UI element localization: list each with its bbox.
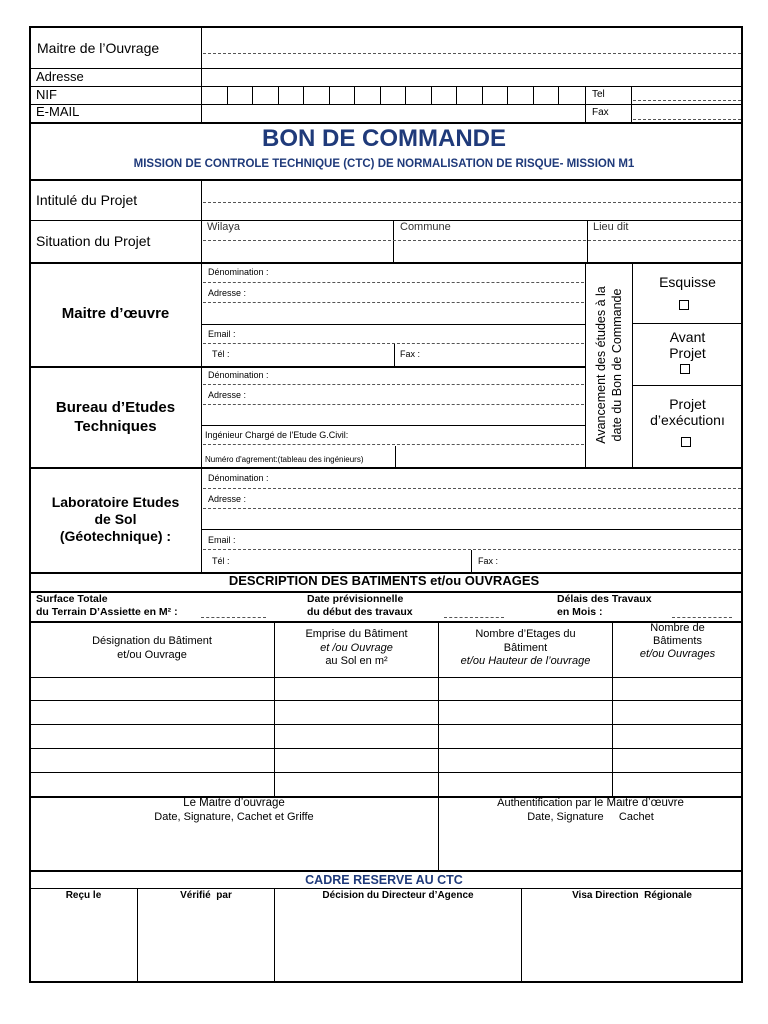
avancement-label — [586, 263, 632, 467]
bet-denomination-field[interactable] — [203, 384, 584, 385]
bet-title-1: Bureau d’Etudes — [55, 399, 176, 416]
labo-adresse-label: Adresse : — [208, 494, 247, 504]
divider — [30, 366, 586, 368]
col-emprise-2: et /ou Ouvrage — [320, 642, 393, 654]
delais-field[interactable] — [672, 617, 732, 618]
date-label-2: du début des travaux — [307, 606, 413, 618]
divider — [274, 889, 275, 982]
bet-denomination-label: Dénomination : — [208, 370, 269, 380]
signature-right-title — [439, 797, 742, 810]
signature-right-prefix: Authentification par — [497, 797, 595, 809]
table-row — [30, 748, 742, 749]
date-label-1: Date prévisionnelle — [307, 593, 404, 605]
nif-digit-box[interactable] — [559, 87, 585, 104]
divider — [30, 122, 742, 124]
maitre-ouvrage-field[interactable] — [203, 53, 741, 54]
tel-label: Tel — [592, 89, 605, 100]
projet-execution-label-2: d’exécutionı — [650, 412, 725, 428]
bet-ingenieur-label: Ingénieur Chargé de l'Etude G.Civil: — [205, 430, 349, 440]
moe-tel-label: Tél : — [212, 349, 230, 359]
wilaya-label: Wilaya — [207, 221, 241, 233]
divider — [201, 180, 202, 262]
moe-adresse-field[interactable] — [203, 302, 584, 303]
nif-digit-box[interactable] — [508, 87, 534, 104]
bet-agrement-label: Numéro d'agrement:(tableau des ingénieurs) — [205, 455, 364, 464]
divider — [202, 425, 585, 426]
nif-digit-box[interactable] — [483, 87, 509, 104]
nif-digit-box[interactable] — [330, 87, 356, 104]
col-etages-1: Nombre d’Etages du — [475, 628, 576, 640]
nif-digit-box[interactable] — [253, 87, 279, 104]
labo-denomination-label: Dénomination : — [208, 473, 269, 483]
divider — [394, 344, 395, 366]
table-row — [30, 772, 742, 773]
col-etages-2: Bâtiment — [503, 642, 548, 654]
ctc-decision-label: Décision du Directeur d’Agence — [322, 890, 474, 901]
divider — [201, 27, 202, 123]
labo-denomination-field[interactable] — [203, 488, 741, 489]
bet-adresse-field[interactable] — [203, 404, 584, 405]
bet-title-2: Techniques — [74, 418, 157, 435]
divider — [632, 263, 633, 467]
situation-projet-label: Situation du Projet — [36, 233, 151, 249]
divider — [30, 220, 742, 221]
col-designation-1: Désignation du Bâtiment — [92, 635, 212, 647]
description-title: DESCRIPTION DES BATIMENTS et/ou OUVRAGES — [228, 573, 540, 588]
document-subtitle: MISSION DE CONTROLE TECHNIQUE (CTC) DE NORMALISATION DE RISQUE- MISSION M1 — [133, 158, 635, 170]
avancement-label-line-1: Avancement des études à la — [594, 286, 608, 444]
labo-fax-label: Fax : — [478, 556, 499, 566]
divider — [30, 870, 742, 872]
moe-denomination-field[interactable] — [203, 282, 584, 283]
avant-projet-label-2: Projet — [669, 345, 706, 361]
nif-digit-box[interactable] — [381, 87, 407, 104]
lieu-dit-label: Lieu dit — [593, 221, 629, 233]
divider — [587, 220, 588, 262]
delais-label-2: en Mois : — [557, 606, 603, 618]
signature-right-maitre: le Maitre d’œuvre — [594, 797, 684, 809]
situation-field[interactable] — [203, 240, 741, 241]
intitule-projet-field[interactable] — [203, 202, 741, 203]
commune-label: Commune — [400, 221, 451, 233]
divider — [30, 179, 742, 181]
divider — [521, 889, 522, 982]
col-nombre-2: Bâtiments — [653, 635, 702, 647]
nif-digit-box[interactable] — [202, 87, 228, 104]
nif-digit-box[interactable] — [304, 87, 330, 104]
moe-adresse-label: Adresse : — [208, 288, 247, 298]
col-nombre-1: Nombre de — [650, 622, 705, 634]
nif-label: NIF — [36, 87, 57, 102]
nif-digit-box[interactable] — [355, 87, 381, 104]
labo-tel-label: Tél : — [212, 556, 230, 566]
avant-projet-checkbox[interactable] — [680, 364, 690, 374]
nif-digit-box[interactable] — [406, 87, 432, 104]
divider — [30, 262, 742, 264]
divider — [137, 889, 138, 982]
divider — [201, 263, 202, 572]
divider — [30, 467, 742, 469]
surface-label-1: Surface Totale — [36, 593, 108, 605]
divider — [633, 385, 742, 386]
email-label: E-MAIL — [36, 104, 80, 119]
surface-field[interactable] — [201, 617, 266, 618]
col-designation-2: et/ou Ouvrage — [117, 649, 187, 661]
divider — [631, 87, 632, 122]
divider — [471, 550, 472, 572]
projet-execution-label-1: Projet — [669, 396, 706, 412]
divider — [395, 446, 396, 467]
document-title: BON DE COMMANDE — [262, 125, 506, 152]
col-nombre-3: et/ou Ouvrages — [639, 648, 716, 660]
signature-left-title: Le Maitre d’ouvrage — [183, 797, 285, 809]
divider — [393, 220, 394, 262]
labo-title-2: de Sol — [94, 511, 137, 527]
divider — [30, 104, 742, 105]
bet-ingenieur-field[interactable] — [203, 444, 584, 445]
nif-digit-box[interactable] — [432, 87, 458, 104]
labo-title-3: (Géotechnique) : — [59, 528, 172, 544]
moe-fax-label: Fax : — [400, 349, 421, 359]
fax-field[interactable] — [633, 119, 741, 120]
surface-label-2: du Terrain D’Assiette en M² : — [36, 606, 178, 618]
moe-denomination-label: Dénomination : — [208, 267, 269, 277]
table-row — [30, 700, 742, 701]
divider — [585, 87, 586, 122]
maitre-ouvrage-label: Maitre de l’Ouvrage — [37, 40, 160, 56]
divider — [633, 323, 742, 324]
signature-right-details: Date, Signature Cachet — [527, 811, 654, 823]
ctc-verifie-label: Vérifié par — [180, 890, 232, 901]
esquisse-checkbox[interactable] — [679, 300, 689, 310]
fax-label: Fax — [592, 107, 609, 118]
divider — [202, 324, 585, 325]
moe-email-label: Email : — [208, 329, 236, 339]
ctc-title: CADRE RESERVE AU CTC — [305, 873, 463, 887]
divider — [30, 677, 742, 678]
tel-field[interactable] — [633, 100, 741, 101]
nif-digit-box[interactable] — [228, 87, 254, 104]
intitule-projet-label: Intitulé du Projet — [36, 192, 138, 208]
avancement-label-line-2: date du Bon de Commande — [610, 288, 624, 442]
nif-digit-box[interactable] — [457, 87, 483, 104]
col-etages-3: et/ou Hauteur de l’ouvrage — [460, 655, 591, 667]
labo-title-1: Laboratoire Etudes — [51, 494, 180, 510]
labo-email-label: Email : — [208, 535, 236, 545]
labo-email-field[interactable] — [203, 549, 741, 550]
nif-digit-box[interactable] — [534, 87, 560, 104]
avant-projet-label-1: Avant — [669, 329, 706, 345]
esquisse-label: Esquisse — [659, 274, 716, 290]
col-emprise-3: au Sol en m² — [325, 655, 388, 667]
adresse-label: Adresse — [36, 69, 84, 84]
delais-label-1: Délais des Travaux — [557, 593, 652, 605]
labo-adresse-field[interactable] — [203, 508, 741, 509]
date-field[interactable] — [444, 617, 504, 618]
bet-adresse-label: Adresse : — [208, 390, 247, 400]
ctc-recu-label: Reçu le — [65, 890, 102, 901]
maitre-oeuvre-title: Maitre d’œuvre — [61, 305, 170, 322]
ctc-visa-label: Visa Direction Régionale — [572, 890, 692, 901]
table-row — [30, 724, 742, 725]
divider — [202, 529, 742, 530]
signature-left-details: Date, Signature, Cachet et Griffe — [154, 811, 314, 823]
divider — [30, 68, 742, 69]
nif-digit-box[interactable] — [279, 87, 305, 104]
col-emprise-1: Emprise du Bâtiment — [305, 628, 408, 640]
projet-execution-checkbox[interactable] — [681, 437, 691, 447]
